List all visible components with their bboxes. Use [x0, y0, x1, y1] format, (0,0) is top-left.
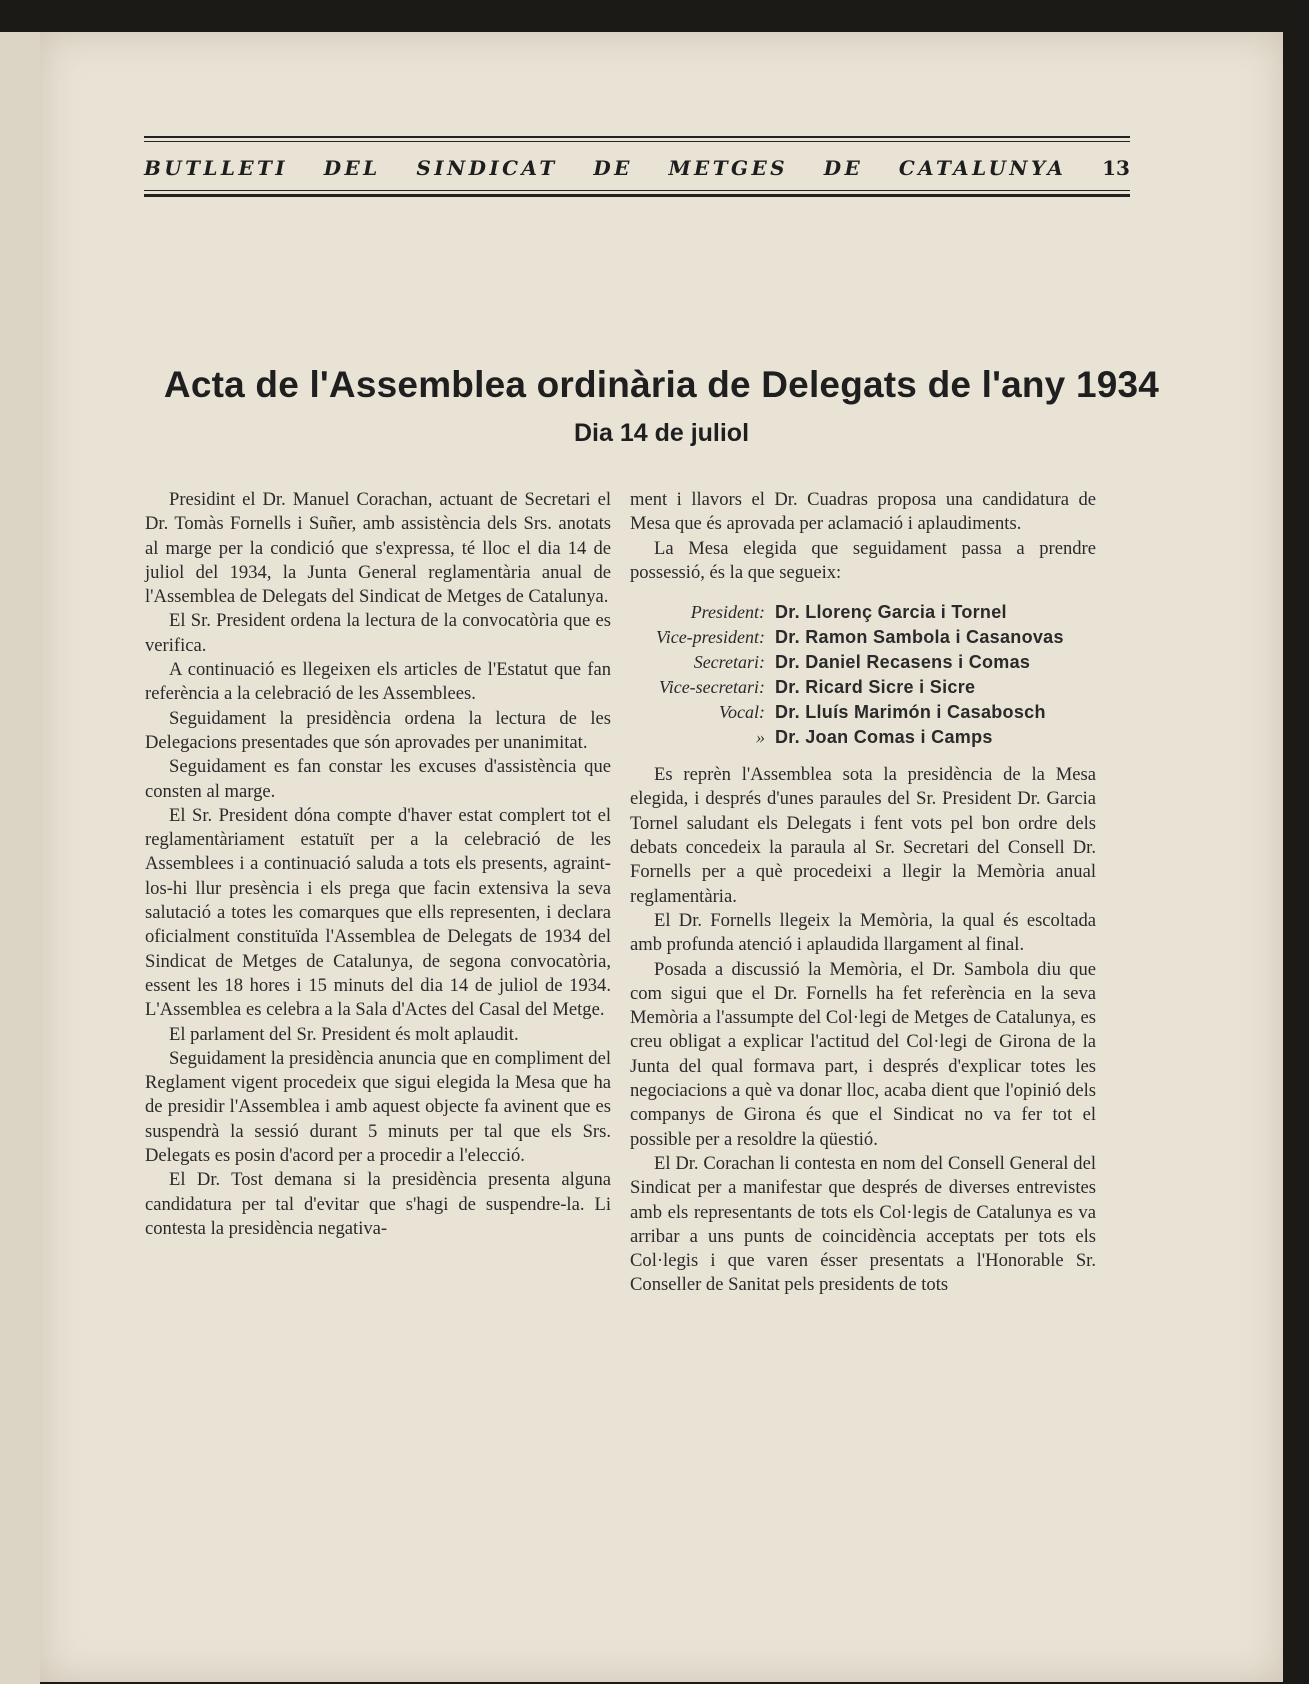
paragraph: El Dr. Tost demana si la presidència presenta alguna candidatura per tal d'evitar que s'hagi de suspendre-la. Li contesta la presidència negativa-	[145, 1169, 611, 1239]
article-title: Acta de l'Assemblea ordinària de Delegats de l'any 1934	[163, 364, 1160, 405]
officer-row	[630, 649, 1096, 674]
paragraph: Seguidament es fan constar les excuses d'assistència que consten al marge.	[145, 756, 611, 802]
officer-name: Dr. Daniel Recasens i Comas	[775, 651, 1031, 672]
officer-role: Vice-secretari:	[659, 676, 765, 697]
officer-row	[630, 724, 1096, 749]
paragraph: El Sr. President ordena la lectura de la convocatòria que es verifica.	[145, 610, 611, 656]
paragraph: El Sr. President dóna compte d'haver estat complert tot el reglamentàriament estatuït per a la celebració de les Assemblees i a continuació saluda a tots els presents, agraint-los-hi llur presència i els prega que facin extensiva la seva salutació a totes les comarques que ells representen, i declara oficialment constituïda l'Assemblea de Delegats de 1934 del Sindicat de Metges de Catalunya, de segona convocatòria, essent les 18 hores i 15 minuts del dia 14 de juliol de 1934. L'Assemblea es celebra a la Sala d'Actes del Casal del Metge.	[145, 804, 611, 1021]
officer-role: Vocal:	[719, 701, 765, 722]
paragraph: ment i llavors el Dr. Cuadras proposa una candidatura de Mesa que és aprovada per aclamació i aplaudiments.	[630, 489, 1096, 535]
document-page	[40, 32, 1283, 1682]
officer-name: Dr. Llorenç Garcia i Tornel	[775, 601, 1007, 622]
officer-name: Dr. Ricard Sicre i Sicre	[775, 676, 976, 697]
paragraph: Presidint el Dr. Manuel Corachan, actuant de Secretari el Dr. Tomàs Fornells i Suñer, amb assistència dels Srs. anotats al marge per la condició que s'expressa, té lloc el dia 14 de juliol del 1934, la Junta General reglamentària anual de l'Assemblea de Delegats del Sindicat de Metges de Catalunya.	[145, 489, 611, 608]
officer-name: Dr. Joan Comas i Camps	[775, 726, 993, 747]
header-rule-bottom-thin	[144, 190, 1130, 191]
officer-row	[630, 674, 1096, 699]
officer-row	[630, 599, 1096, 624]
officers-list	[630, 599, 1096, 749]
paragraph: Seguidament la presidència anuncia que en compliment del Reglament vigent procedeix que sigui elegida la Mesa que ha de presidir l'Assemblea i amb aquest objecte fa avinent que es suspendrà la sessió durant 5 minuts per tal que els Srs. Delegats es posin d'acord per a procedir a l'elecció.	[145, 1047, 611, 1167]
officer-role: President:	[690, 601, 765, 622]
officer-name: Dr. Lluís Marimón i Casabosch	[775, 701, 1046, 722]
paragraph: El Dr. Corachan li contesta en nom del Consell General del Sindicat per a manifestar que després de diverses entrevistes amb els representants de tots els Col·legis de Catalunya es va arribar a uns punts de coincidència acceptats per tots els Col·legis i que varen ésser presentats a l'Honorable Sr. Conseller de Sanitat pels presidents de tots	[630, 1152, 1096, 1296]
officer-row	[630, 624, 1096, 649]
right-column	[630, 488, 1096, 1298]
header-word: DEL	[323, 156, 381, 180]
article-subtitle: Dia 14 de juliol	[573, 419, 750, 447]
left-page-edge	[0, 32, 40, 1684]
officer-role: »	[756, 726, 765, 747]
header-rule-top-thin	[144, 141, 1130, 142]
header-word: DE	[823, 156, 864, 180]
header-word: CATALUNYA	[898, 156, 1067, 180]
page-number: 13	[1102, 156, 1130, 180]
header-line	[144, 156, 1130, 180]
officer-role: Vice-president:	[656, 626, 765, 647]
header-word: DE	[593, 156, 633, 180]
header-word: SINDICAT	[416, 156, 558, 180]
paragraph: El parlament del Sr. President és molt aplaudit.	[169, 1023, 519, 1045]
officer-row	[630, 699, 1096, 724]
header-word: METGES	[668, 156, 788, 180]
paragraph: La Mesa elegida que seguidament passa a prendre possessió, és la que segueix:	[630, 537, 1096, 583]
paragraph: Posada a discussió la Memòria, el Dr. Sambola diu que com sigui que el Dr. Fornells ha fet referència en la seva Memòria a l'assumpte del Col·legi de Metges de Catalunya, es creu obligat a explicar l'actitud del Col·legi de Girona de la Junta del qual formava part, i després d'explicar totes les negociacions a què va donar lloc, acaba dient que l'opinió dels companys de Girona és que el Sindicat no va fer tot el possible per a resoldre la qüestió.	[630, 958, 1096, 1150]
paragraph: Seguidament la presidència ordena la lectura de les Delegacions presentades que són aprovades per unanimitat.	[145, 707, 611, 753]
header-rule-top	[144, 136, 1130, 138]
header-word: BUTLLETI	[144, 156, 289, 180]
header-rule-bottom	[144, 194, 1130, 197]
left-column	[145, 488, 611, 1241]
paragraph: El Dr. Fornells llegeix la Memòria, la qual és escoltada amb profunda atenció i aplaudida llargament al final.	[630, 909, 1096, 956]
paragraph: A continuació es llegeixen els articles de l'Estatut que fan referència a la celebració de les Assemblees.	[145, 659, 611, 705]
running-header	[144, 136, 1130, 200]
officer-name: Dr. Ramon Sambola i Casanovas	[775, 626, 1064, 647]
officer-role: Secretari:	[693, 651, 765, 672]
paragraph: Es reprèn l'Assemblea sota la presidència de la Mesa elegida, i després d'unes paraules del Sr. President Dr. Garcia Tornel saludant els Delegats i fent vots pel bon ordre dels debats concedeix la paraula al Sr. Secretari del Consell Dr. Fornells per a què procedeixi a llegir la Memòria anual reglamentària.	[630, 764, 1096, 907]
